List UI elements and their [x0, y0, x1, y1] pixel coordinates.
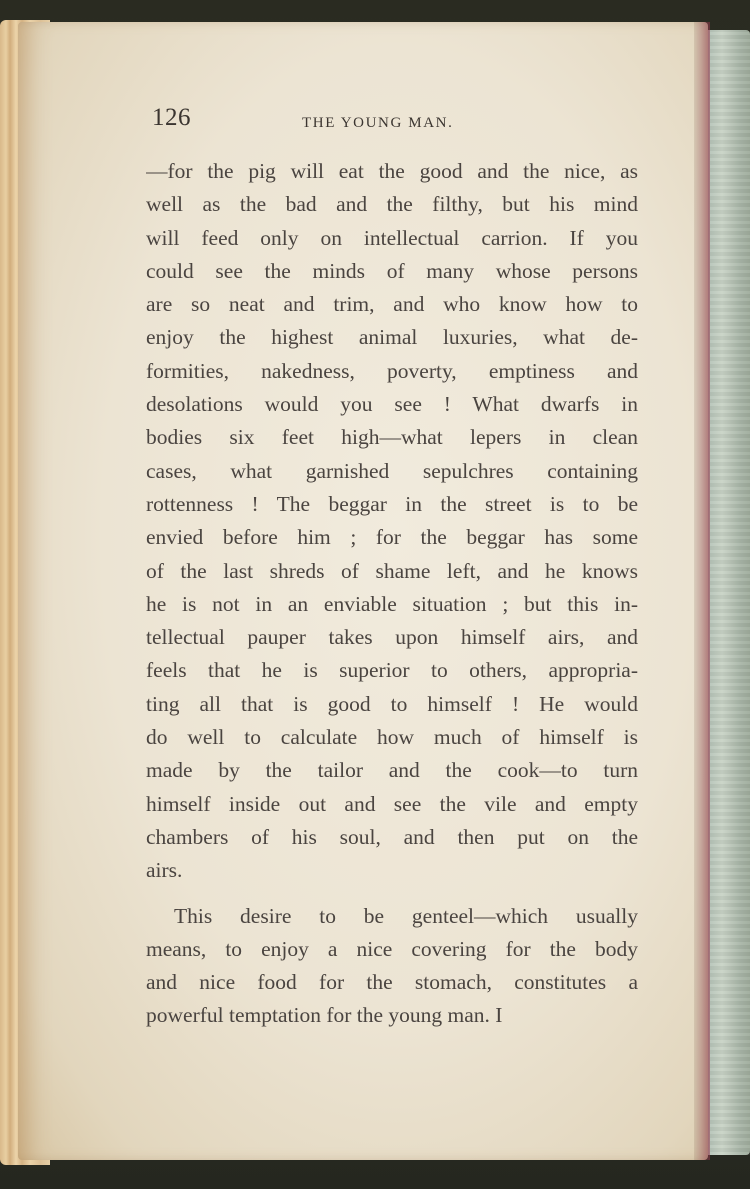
paragraph [146, 155, 638, 888]
text-line: himself inside out and see the vile and empty [146, 791, 638, 816]
text-line: feels that he is superior to others, appropria- [146, 658, 638, 683]
text-line: formities, nakedness, poverty, emptiness and [146, 358, 638, 383]
paragraph-gap [146, 888, 638, 900]
text-line: tellectual pauper takes upon himself airs, and [146, 625, 638, 650]
text-line: means, to enjoy a nice covering for the body [146, 936, 638, 961]
text-line: airs. [146, 858, 183, 883]
page-number: 126 [152, 104, 191, 131]
text-line: powerful temptation for the young man. I [146, 1003, 503, 1028]
text-line: envied before him ; for the beggar has some [146, 525, 638, 550]
text-line: do well to calculate how much of himself is [146, 725, 638, 750]
page-header [152, 104, 642, 138]
text-line: he is not in an enviable situation ; but this in- [146, 591, 638, 616]
text-line: made by the tailor and the cook—to turn [146, 758, 638, 783]
text-line: bodies six feet high—what lepers in clean [146, 425, 638, 450]
text-line: rottenness ! The beggar in the street is to be [146, 491, 638, 516]
text-line: well as the bad and the filthy, but his mind [146, 192, 638, 217]
text-line: and nice food for the stomach, constitutes a [146, 970, 638, 995]
text-line: of the last shreds of shame left, and he knows [146, 558, 638, 583]
text-line: —for the pig will eat the good and the nice, as [146, 159, 638, 183]
text-line: ting all that is good to himself ! He would [146, 691, 638, 716]
text-line: will feed only on intellectual carrion. If you [146, 225, 638, 250]
text-line: desolations would you see ! What dwarfs in [146, 392, 638, 417]
text-line: chambers of his soul, and then put on the [146, 824, 638, 849]
text-line: are so neat and trim, and who know how to [146, 292, 638, 317]
page-gutter [694, 22, 710, 1160]
body-text [146, 155, 638, 1033]
text-line: cases, what garnished sepulchres containing [146, 458, 638, 483]
text-line: This desire to be genteel—which usually [174, 903, 638, 928]
text-line: enjoy the highest animal luxuries, what de- [146, 325, 638, 350]
paragraph [146, 900, 638, 1033]
running-title: THE YOUNG MAN. [302, 115, 454, 131]
text-line: could see the minds of many whose persons [146, 258, 638, 283]
